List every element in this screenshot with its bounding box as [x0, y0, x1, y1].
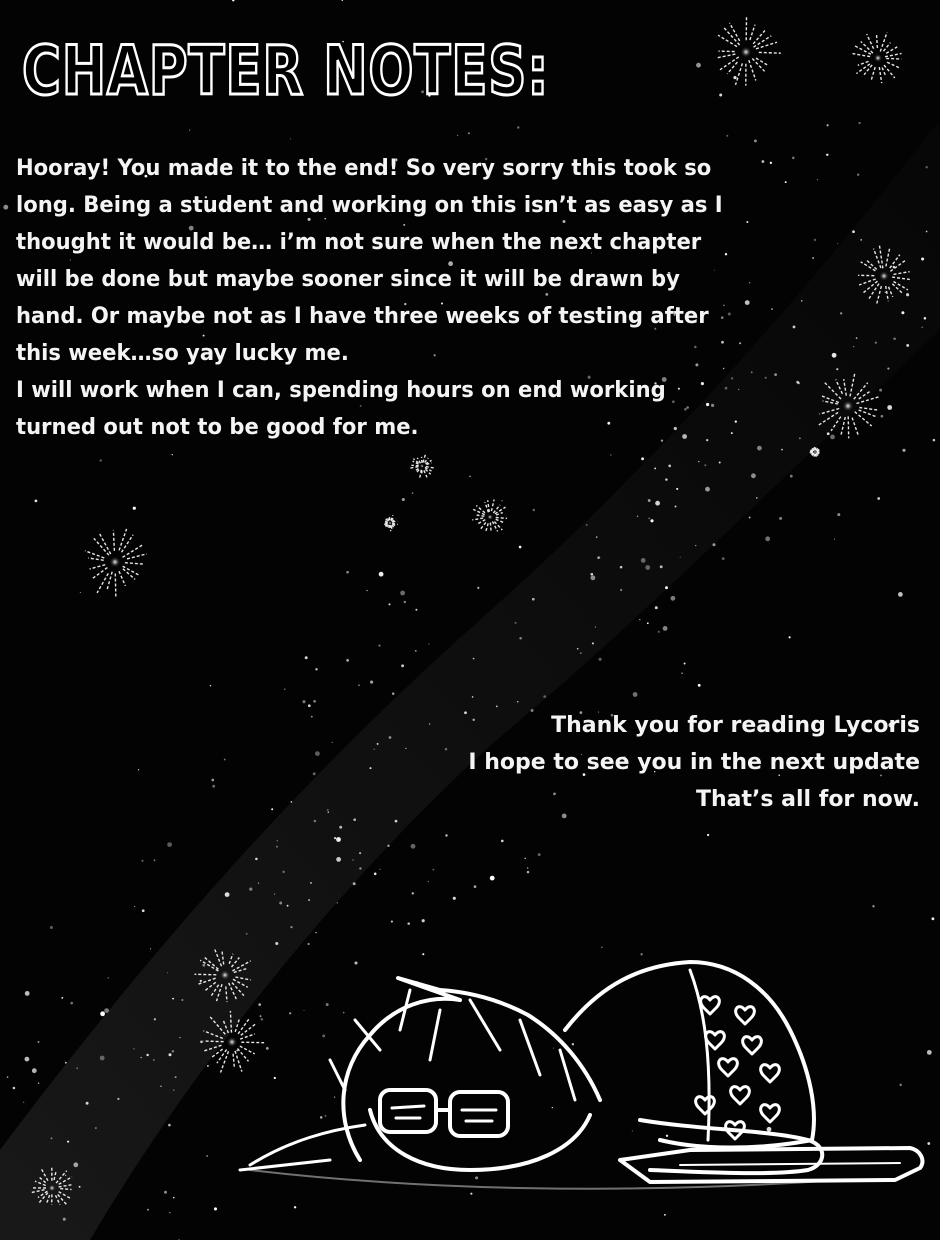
glasses-right-lens — [450, 1092, 508, 1136]
notes-line: hand. Or maybe not as I have three weeks of testing after — [16, 304, 709, 329]
notes-line: thought it would be… i’m not sure when the next chapter — [16, 230, 702, 255]
blanket-outline — [565, 962, 814, 1148]
hair-strands — [330, 990, 575, 1100]
closing-line: I hope to see you in the next update — [468, 750, 920, 775]
closing-line: That’s all for now. — [696, 787, 920, 812]
notes-line: turned out not to be good for me. — [16, 415, 419, 440]
closing-line: Thank you for reading Lycoris — [551, 713, 920, 738]
glasses-left-lens — [380, 1090, 436, 1132]
page-title: CHAPTER NOTES: — [22, 32, 550, 111]
notes-line: this week…so yay lucky me. — [16, 341, 349, 366]
closed-eye-right — [462, 1110, 496, 1121]
book-page-line — [680, 1163, 900, 1165]
notes-line: I will work when I can, spending hours on end working — [16, 378, 666, 403]
notes-line: will be done but maybe sooner since it will be drawn by — [16, 267, 680, 292]
notes-line: Hooray! You made it to the end! So very sorry this took so — [16, 156, 712, 181]
closed-eye-left — [392, 1106, 424, 1118]
notes-line: long. Being a student and working on this isn’t as easy as I — [16, 193, 723, 218]
